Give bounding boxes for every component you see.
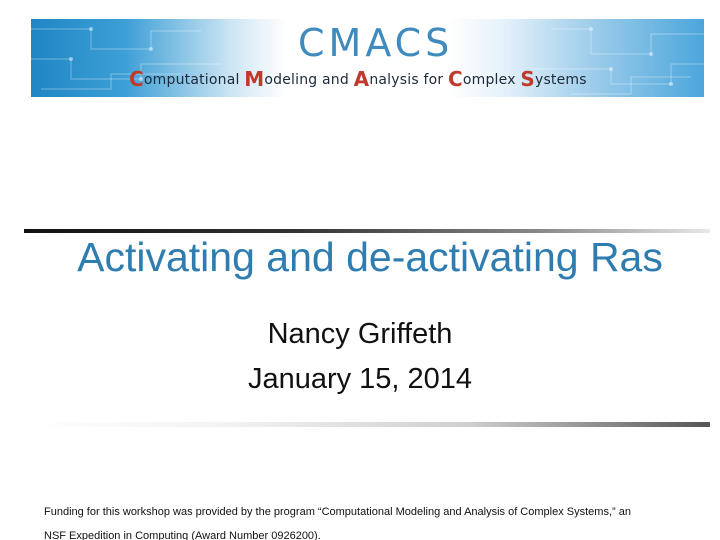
subtitle-cap: C: [447, 67, 463, 91]
banner-subtitle: [129, 67, 587, 91]
slide-title: Activating and de-activating Ras: [77, 234, 663, 280]
subtitle-word: nalysis for: [369, 72, 448, 88]
subtitle-word: omplex: [462, 72, 521, 88]
presentation-date: January 15, 2014: [247, 363, 473, 395]
subtitle-cap: S: [520, 67, 535, 91]
funding-line: NSF Expedition in Computing (Award Number 0926200).: [44, 530, 321, 540]
author-name: Nancy Griffeth: [267, 318, 453, 350]
title-top-rule: [24, 229, 710, 233]
subtitle-word: ystems: [534, 72, 587, 88]
subtitle-word: omputational: [143, 72, 245, 88]
subtitle-cap: M: [244, 67, 265, 91]
subtitle-cap: A: [353, 67, 370, 91]
cmacs-banner: [31, 19, 704, 97]
funding-line: Funding for this workshop was provided by the program “Computational Modeling and Analysis of Complex Systems,” an: [44, 506, 631, 518]
subtitle-word: odeling and: [264, 72, 354, 88]
subtitle-cap: C: [129, 67, 144, 91]
subtitle-bottom-rule: [24, 422, 710, 427]
banner-title: CMACS: [298, 21, 454, 65]
funding-note: [44, 500, 694, 540]
